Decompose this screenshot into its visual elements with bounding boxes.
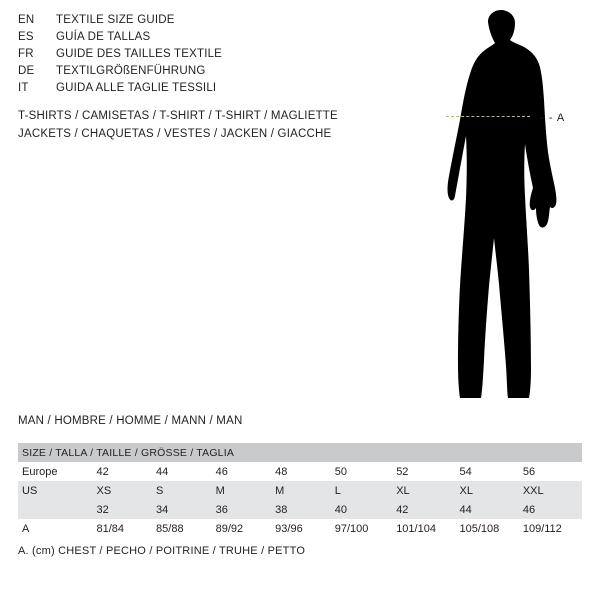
cell: 34	[152, 500, 212, 519]
row-label: Europe	[18, 462, 92, 481]
language-title: TEXTILGRÖßENFÜHRUNG	[56, 65, 206, 77]
row-label: US	[18, 481, 92, 500]
row-label: A	[18, 519, 92, 538]
language-title: TEXTILE SIZE GUIDE	[56, 14, 175, 26]
cell: 93/96	[271, 519, 331, 538]
cell: 54	[456, 462, 519, 481]
language-list	[18, 14, 398, 99]
man-silhouette-icon	[400, 8, 600, 408]
cell: 46	[519, 500, 582, 519]
language-row	[18, 14, 398, 31]
table-row	[18, 481, 582, 500]
cell: 44	[152, 462, 212, 481]
cell: 81/84	[92, 519, 152, 538]
cell: 97/100	[331, 519, 392, 538]
language-title: GUÍA DE TALLAS	[56, 31, 151, 43]
cell: XL	[456, 481, 519, 500]
cell: 44	[456, 500, 519, 519]
cell: L	[331, 481, 392, 500]
table-row	[18, 519, 582, 538]
cell: 48	[271, 462, 331, 481]
language-code: IT	[18, 82, 29, 94]
garment-category: JACKETS / CHAQUETAS / VESTES / JACKEN / GIACCHE	[18, 128, 332, 140]
cell: XS	[92, 481, 152, 500]
cell: 89/92	[212, 519, 272, 538]
cell: XL	[392, 481, 455, 500]
table-row	[18, 462, 582, 481]
language-title: GUIDA ALLE TAGLIE TESSILI	[56, 82, 217, 94]
cell: 42	[392, 500, 455, 519]
row-label	[18, 500, 92, 519]
chest-measure-line	[446, 116, 530, 117]
language-code: DE	[18, 65, 35, 77]
cell: M	[212, 481, 272, 500]
cell: 32	[92, 500, 152, 519]
man-figure	[400, 8, 600, 408]
cell: 105/108	[456, 519, 519, 538]
cell: XXL	[519, 481, 582, 500]
language-row	[18, 31, 398, 48]
table-header-row	[18, 443, 582, 462]
cell: 46	[212, 462, 272, 481]
language-row	[18, 65, 398, 82]
cell: 40	[331, 500, 392, 519]
cell: 56	[519, 462, 582, 481]
language-code: EN	[18, 14, 35, 26]
language-row	[18, 48, 398, 65]
cell: 52	[392, 462, 455, 481]
cell: 109/112	[519, 519, 582, 538]
language-row	[18, 82, 398, 99]
table-row	[18, 500, 582, 519]
cell: 36	[212, 500, 272, 519]
cell: 42	[92, 462, 152, 481]
size-table	[18, 443, 582, 538]
language-code: FR	[18, 48, 34, 60]
language-title: GUIDE DES TAILLES TEXTILE	[56, 48, 223, 60]
cell: S	[152, 481, 212, 500]
table-title: MAN / HOMBRE / HOMME / MANN / MAN	[18, 415, 243, 427]
cell: 38	[271, 500, 331, 519]
cell: M	[271, 481, 331, 500]
chest-measure-label: - - A	[540, 112, 566, 124]
cell: 50	[331, 462, 392, 481]
cell: 85/88	[152, 519, 212, 538]
garment-category-list	[18, 110, 438, 146]
cell: 101/104	[392, 519, 455, 538]
language-code: ES	[18, 31, 34, 43]
garment-category: T-SHIRTS / CAMISETAS / T-SHIRT / T-SHIRT / MAGLIETTE	[18, 110, 338, 122]
table-footnote: A. (cm) CHEST / PECHO / POITRINE / TRUHE / PETTO	[18, 545, 306, 557]
table-header-label: SIZE / TALLA / TAILLE / GRÖSSE / TAGLIA	[18, 443, 582, 462]
